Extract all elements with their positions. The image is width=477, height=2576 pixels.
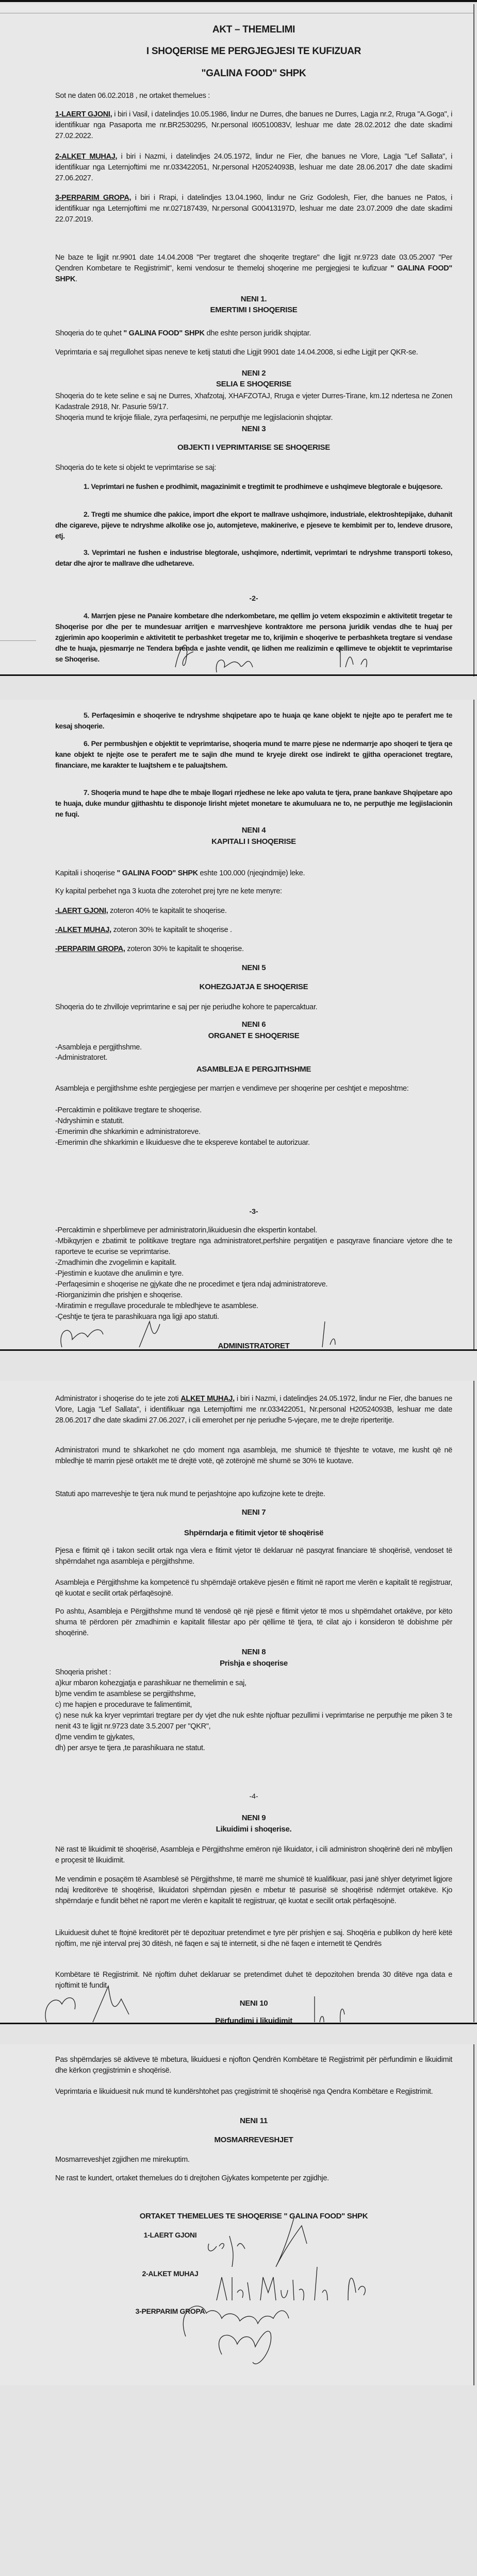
founder-details: i biri i Rrapi, i datelindjes 13.04.1960, lindur ne Griz Godolesh, Fier, dhe banues ne Patos, i identifikuar nga Leternjoftimi me nr.027187439, Nr.personal G00413197D, leshuar me date 23.07.2009 dhe date skadimi 22.07.2019.: [55, 194, 453, 224]
list-item: c) me hapjen e procedurave te falimentimit,: [55, 1701, 192, 1709]
text: eshte 100.000 (njeqindmije) leke.: [198, 869, 305, 877]
paper-edge: [0, 640, 36, 641]
initials-signature: [309, 1994, 371, 2025]
article-title: KOHEZGJATJA E SHOQERISE: [199, 982, 308, 991]
article-number: NENI 3: [241, 425, 266, 433]
text: Administrator i shoqerise do te jete zoti: [55, 1395, 181, 1403]
page-1: [0, 4, 474, 676]
founder-2: [55, 151, 452, 184]
neni10-p1: Pas shpërndarjes së aktiveve të mbetura, likuiduesi e njofton Qendrën Kombëtare të Regjistrimit për përfundimin e likuidimit dhe kërkon çregjistrimin e shoqërisë.: [55, 2056, 452, 2075]
neni1-p2: Veprimtaria e saj rregullohet sipas neneve te ketij statuti dhe Ligjit 9901 date 14.04.2008, si edhe Ligjit per QKR-se.: [55, 348, 418, 357]
list-item: -Pjestimin e kuotave dhe anulimin e tyre.: [55, 1269, 184, 1278]
list-item: d)me vendim te gjykates,: [55, 1733, 135, 1741]
founder-name: 1-LAERT GJONI,: [55, 110, 112, 118]
list-item: b)me vendim te asamblese se pergjithshme,: [55, 1690, 196, 1698]
article-title: SELIA E SHOQERISE: [216, 380, 292, 388]
list-intro: Shoqeria prishet :: [55, 1668, 111, 1676]
neni7-p2: Asambleja e Përgjithshme ka kompetencë t'u shpërndajë ortakëve pjesën e fitimit në raport me vlerën e kapitalit të regjistruar, që kuotat e secilit ortak përfaqësojnë.: [55, 1579, 452, 1598]
article-number: NENI 6: [241, 1020, 266, 1029]
statute-clause: Statuti apo marreveshje te tjera nuk mund te perjashtojne apo kufizojne kete te drejte.: [55, 1490, 325, 1498]
administrator-dismissal: Administratori mund te shkarkohet ne çdo moment nga asambleja, me shumicë të thjeshte te votave, me kusht që në mbledhje të marrin pjesë ortakët me të drejtë votë, që zotërojnë më shumë se 30% të kuotave.: [55, 1446, 452, 1465]
list-item: -Miratimin e rregullave procedurale te mbledhjeve te asamblese.: [55, 1302, 258, 1310]
share-text: zoteron 40% te kapitalit te shoqerise.: [108, 907, 227, 915]
article-number: NENI 9: [241, 1814, 266, 1822]
activity-item: 2. Tregti me shumice dhe pakice, import dhe ekport te mallrave ushqimore, industriale, elektroshtepijake, duhanit dhe cigareve, pijeve te ndryshme alkolike ose jo, automjeteve, makinerive, e pjeseve te kembimit per to, lendeve drusore, etj.: [55, 510, 452, 540]
shareholder-name: -PERPARIM GROPA,: [55, 945, 125, 953]
share-row: [55, 944, 452, 955]
list-item: a)kur mbaron kohezgjatja e parashikuar ne themelimin e saj,: [55, 1679, 246, 1687]
list-item: -Percaktimin e shperblimeve per administratorin,likuiduesin dhe ekspertin kontabel.: [55, 1226, 317, 1234]
founder-name: 3-PERPARIM GROPA,: [55, 194, 131, 202]
article-title: Shpërndarja e fitimit vjetor të shoqërisë: [184, 1529, 324, 1537]
neni3-intro: Shoqeria do te kete si objekt te veprimtarise se saj:: [55, 464, 217, 472]
article-title: EMERTIMI I SHOQERISE: [210, 306, 298, 314]
document-title: AKT – THEMELIMI: [212, 24, 295, 35]
neni5-p1: Shoqeria do te zhvilloje veprimtarine e saj per nje periudhe kohore te papercaktuar.: [55, 1003, 318, 1011]
neni9-p2: Me vendimin e posaçëm të Asamblesë së Përgjithshme, të marrë me shumicë të kualifikuar, pasi janë shlyer detyrimet ligjore ndaj kreditorëve të shoqërisë, likuidatori shpërndan pjesën e mbetur të pasurisë së shoqërisë ndërmjet ortakëve. Kjo shpërndarje e fundit bëhet në raport me vlerën e kapitalit të regjistruar, që kuotat e secilit ortak përfaqësojnë.: [55, 1875, 452, 1905]
neni9-p4: Kombëtare të Regjistrimit. Në njoftim duhet deklaruar se pretendimet duhet të depozitohen brenda 30 ditëve nga data e njoftimit të fundit.: [55, 1971, 452, 1990]
section-title: ASAMBLEJA E PERGJITHSHME: [196, 1065, 311, 1074]
founder-1: [55, 109, 452, 142]
assembly-list-2: [55, 1225, 452, 1323]
list-item: -Emerimin dhe shkarkimin e administratoreve.: [55, 1128, 201, 1136]
article-number: NENI 8: [241, 1648, 266, 1656]
top-edge: [0, 0, 477, 2]
article-title: Përfundimi i likuidimit: [215, 2016, 292, 2023]
company-name: "GALINA FOOD" SHPK: [201, 68, 306, 79]
list-item: dh) per arsye te tjera ,te parashikuara ne statut.: [55, 1744, 205, 1752]
activity-item: 4. Marrjen pjese ne Panaire kombetare dhe nderkombetare, me qellim jo vetem ekspozimin e aktivitetit tregetar te Shoqerise por dhe per te mundesuar arritjen e marrveshjeve kontraktore me persona juridik vendas dhe te huaj per zgjerimin apo kooperimin e aktivitetit te perbashket tregetar me to, krijimin e shoqerive te perbashketa tregtare si vendase dhe te huaja, pjesmarrje ne Tendera brenda e jashte vendit, qe lidhen me realizimin e qellimeve te objektit te veprimtarise se Shoqerise.: [55, 612, 452, 663]
article-title: Likuidimi i shoqerise.: [216, 1825, 292, 1834]
founder-details: i biri i Vasil, i datelindjes 10.05.1986, lindur ne Durres, dhe banues ne Durres, Lagja nr.2, Rruga "A.Goga", i identifikuar nga Pasaporta me nr.BR2530295, Nr.personal I60510083V, leshuar me date 28.02.2012 dhe date skadimi 27.02.2022.: [55, 110, 452, 140]
list-item: -Ndryshimin e statutit.: [55, 1117, 124, 1125]
article-number: NENI 10: [239, 1999, 268, 2008]
article-title: OBJEKTI I VEPRIMTARISE SE SHOQERISE: [177, 443, 330, 452]
share-text: zoteron 30% te kapitalit te shoqerise.: [125, 945, 244, 953]
signatures-title: ORTAKET THEMELUES TE SHOQERISE " GALINA FOOD" SHPK: [139, 2212, 368, 2221]
shareholder-name: -ALKET MUHAJ,: [55, 926, 111, 934]
company-name-inline: " GALINA FOOD" SHPK: [123, 329, 205, 337]
share-row: [55, 906, 452, 917]
administrator-appointment: [55, 1394, 452, 1426]
shareholder-name: -LAERT GJONI,: [55, 907, 108, 915]
capital-amount: [55, 868, 452, 879]
list-item: -Çeshtje te tjera te parashikuara nga ligji apo statuti.: [55, 1313, 219, 1321]
founder-signatures: [170, 2215, 428, 2380]
dissolution-list: [55, 1667, 452, 1754]
article-number: NENI 2: [241, 369, 266, 378]
legal-basis: [55, 252, 452, 285]
text: dhe eshte person juridik shqiptar.: [204, 329, 311, 337]
company-name-inline: " GALINA FOOD" SHPK: [55, 264, 452, 283]
page-number: -2-: [249, 594, 258, 602]
activity-item: 7. Shoqeria mund te hape dhe te mbaje llogari rrjedhese ne leke apo valuta te tjera, prane bankave Shqipetare apo te huaja, duke mundur gjithashtu te disponoje lirisht mjetet monetare te akumuluara ne to, ne perputhje me legjislacionin ne fuqi.: [55, 788, 452, 818]
neni1-p1: [55, 328, 452, 339]
punct: .: [75, 275, 77, 283]
list-item: -Percaktimin e politikave tregtare te shoqerise.: [55, 1106, 202, 1114]
neni9-p3: Likuiduesit duhet të ftojnë kreditorët për të depozituar pretendimet e tyre për prishjen e saj. Shoqëria e publikon dy herë këtë njoftim, me një interval prej 30 ditësh, në faqen e saj të internetit, si dhe në faqen e internetit të Qendrës: [55, 1929, 452, 1948]
activity-item: 3. Veprimtari ne fushen e industrise blegtorale, ushqimore, ndertimit, veprimtari te ndryshme transporti tokeso, detar dhe ajror te mallrave dhe udhetareve.: [55, 548, 452, 567]
text: i biri i Nazmi, i datelindjes 24.05.1972, lindur ne Fier, dhe banues ne Vlore, Lagja "Lef Sallata", i identifikuar nga Leternjoftimi me nr.033422051, Nr.personal H20524093B, leshuar me date 28.06.2017 dhe date skadimi 27.06.2027, i cili emerohet per nje periudhe 5-vjeçare, me te drejte riperteritje.: [55, 1395, 452, 1425]
neni11-p2: Ne rast te kundert, ortaket themelues do ti drejtohen Gjykates kompetente per zgjidhje.: [55, 2174, 329, 2182]
neni9-p1: Në rast të likuidimit të shoqërisë, Asambleja e Përgjithshme emëron një likuidator, i cili administron shoqërinë deri në mbylljen e proçesit të likuidimit.: [55, 1845, 452, 1865]
neni11-p1: Mosmarreveshjet zgjidhen me mirekuptim.: [55, 2156, 190, 2164]
company-name-inline: " GALINA FOOD" SHPK: [117, 869, 198, 877]
signer-label: 1-LAERT GJONI: [143, 2231, 197, 2239]
activity-item: 5. Perfaqesimin e shoqerive te ndryshme shqipetare apo te huaja qe kane objekt te njejte apo te perafert me te kesaj shoqerie.: [55, 711, 452, 730]
list-item: ç) nese nuk ka kryer veprimtari tregtare per dy vjet dhe nuk eshte njoftuar pezullimi i veprimtarise ne perputhje me piken 3 te nenit 43 te ligjit nr.9723 date 3.5.2007 per "QKR",: [55, 1711, 452, 1731]
list-item: -Perfaqesimin e shoqerise ne gjykate dhe ne procedimet e tjera ndaj administratoreve.: [55, 1280, 328, 1289]
text: Shoqeria do te quhet: [55, 329, 124, 337]
administrator-name: ALKET MUHAJ,: [180, 1395, 235, 1403]
list-item: -Emerimin dhe shkarkimin e likuiduesve dhe te ekspereve kontabel te autorizuar.: [55, 1139, 310, 1147]
organ-item: -Administratoret.: [55, 1054, 108, 1062]
text: Kapitali i shoqerise: [55, 869, 117, 877]
article-number: NENI 5: [241, 963, 266, 972]
article-title: Prishja e shoqerise: [220, 1659, 288, 1668]
neni2-p2: Shoqeria mund te krijoje filiale, zyra perfaqesimi, ne perputhje me legjislacionin shqiptar.: [55, 414, 333, 422]
activity-item: 6. Per permbushjen e objektit te veprimtarise, shoqeria mund te marre pjese ne ndermarrje apo shoqeri te tjera qe kane objekt te njejte ose te perafert me te sajin dhe mund te kryeje direkt ose indirekt te gjitha operacionet tregtare, financiare, me karakter te luajtshem e te paluajtshem.: [55, 739, 452, 769]
neni10-p2: Veprimtaria e likuiduesit nuk mund të kundërshtohet pas çregjistrimit të shoqërisë nga Qendra Kombëtare e Regjistrimit.: [55, 2088, 433, 2096]
section-title: ADMINISTRATORET: [218, 1342, 290, 1349]
list-item: -Mbikqyrjen e zbatimit te politikave tregtare nga administratoret,perfshire pergatitjen e pasqyrave financiare vjetore dhe te raporteve te ecurise se veprimtarise.: [55, 1237, 452, 1256]
initials-signature: [52, 1319, 387, 1350]
list-item: -Zmadhimin dhe zvogelimin e kapitalit.: [55, 1259, 177, 1267]
capital-intro: Ky kapital perbehet nga 3 kuota dhe zoterohet prej tyre ne kete menyre:: [55, 887, 282, 895]
page-number: -4-: [249, 1792, 258, 1800]
share-text: zoteron 30% te kapitalit te shoqerise .: [111, 926, 232, 934]
share-row: [55, 925, 452, 936]
article-number: NENI 7: [241, 1508, 266, 1517]
intro-text: Sot ne daten 06.02.2018 , ne ortaket themelues :: [55, 92, 210, 100]
initials-signature: [31, 1984, 227, 2025]
article-title: ORGANET E SHOQERISE: [208, 1031, 300, 1040]
neni7-p3: Po ashtu, Asambleja e Përgjithshme mund të vendosë që një pjesë e fitimit vjetor të mos u shpërndahet ortakëve, por këto shuma të përdoren për zmadhimin e kapitalit fillestar apo për qëllime të tjera, të cilat ajo i konsideron të dobishme për shoqërinë.: [55, 1607, 452, 1637]
article-number: NENI 1.: [240, 295, 267, 303]
legal-basis-text: Ne baze te ligjit nr.9901 date 14.04.2008 "Per tregtaret dhe shoqerite tregtare" dhe ligjit nr.9723 date 03.05.2007 "Per Qendren Kombetare te Regjistrimit", kemi vendosur te themeloj shoqerine me pergjegjesi te kufizuar: [55, 253, 452, 273]
article-number: NENI 11: [240, 2116, 268, 2125]
founder-details: i biri i Nazmi, i datelindjes 24.05.1972, lindur ne Fier, dhe banues ne Vlore, Lagja "Lef Sallata", i identifikuar nga Leternjoftimi me nr.033422051, Nr.personal H20524093B, leshuar me date 28.06.2017 dhe date skadimi 27.06.2027.: [55, 152, 452, 182]
article-title: MOSMARREVESHJET: [214, 2136, 293, 2144]
founder-name: 2-ALKET MUHAJ,: [55, 152, 118, 161]
article-number: NENI 4: [241, 826, 266, 835]
assembly-list-1: [55, 1105, 452, 1148]
signer-label: 2-ALKET MUHAJ: [142, 2269, 199, 2278]
neni7-p1: Pjesa e fitimit që i takon secilit ortak nga vlera e fitimit vjetor të deklaruar në pasqyrat financiare të shoqërisë, vendoset të shpërndahet nga asambleja e përgjithshme.: [55, 1547, 452, 1566]
article-title: KAPITALI I SHOQERISE: [211, 837, 296, 846]
page-number: -3-: [249, 1207, 258, 1215]
organ-item: -Asambleja e pergjithshme.: [55, 1043, 142, 1052]
assembly-intro: Asambleja e pergjithshme eshte pergjegjese per marrjen e vendimeve per shoqerine per ceshtjet e meposhtme:: [55, 1084, 409, 1093]
document-subtitle: I SHOQERISE ME PERGJEGJESI TE KUFIZUAR: [146, 46, 361, 57]
signer-label: 3-PERPARIM GROPA: [135, 2307, 205, 2315]
activity-item: 1. Veprimtari ne fushen e prodhimit, magazinimit e tregtimit te prodhimeve e ushqimeve blegtorale e bujqesore.: [84, 482, 442, 490]
list-item: -Riorganizimin dhe prishjen e shoqerise.: [55, 1291, 183, 1299]
initials-signature: [170, 636, 387, 677]
founder-3: [55, 193, 452, 225]
neni2-p1: Shoqeria do te kete seline e saj ne Durres, Xhafzotaj, XHAFZOTAJ, Rruga e vjeter Durres-Tirane, km.12 ndertesa ne Zonen Kadastrale 2918, Nr. Pasurie 59/17.: [55, 392, 452, 411]
